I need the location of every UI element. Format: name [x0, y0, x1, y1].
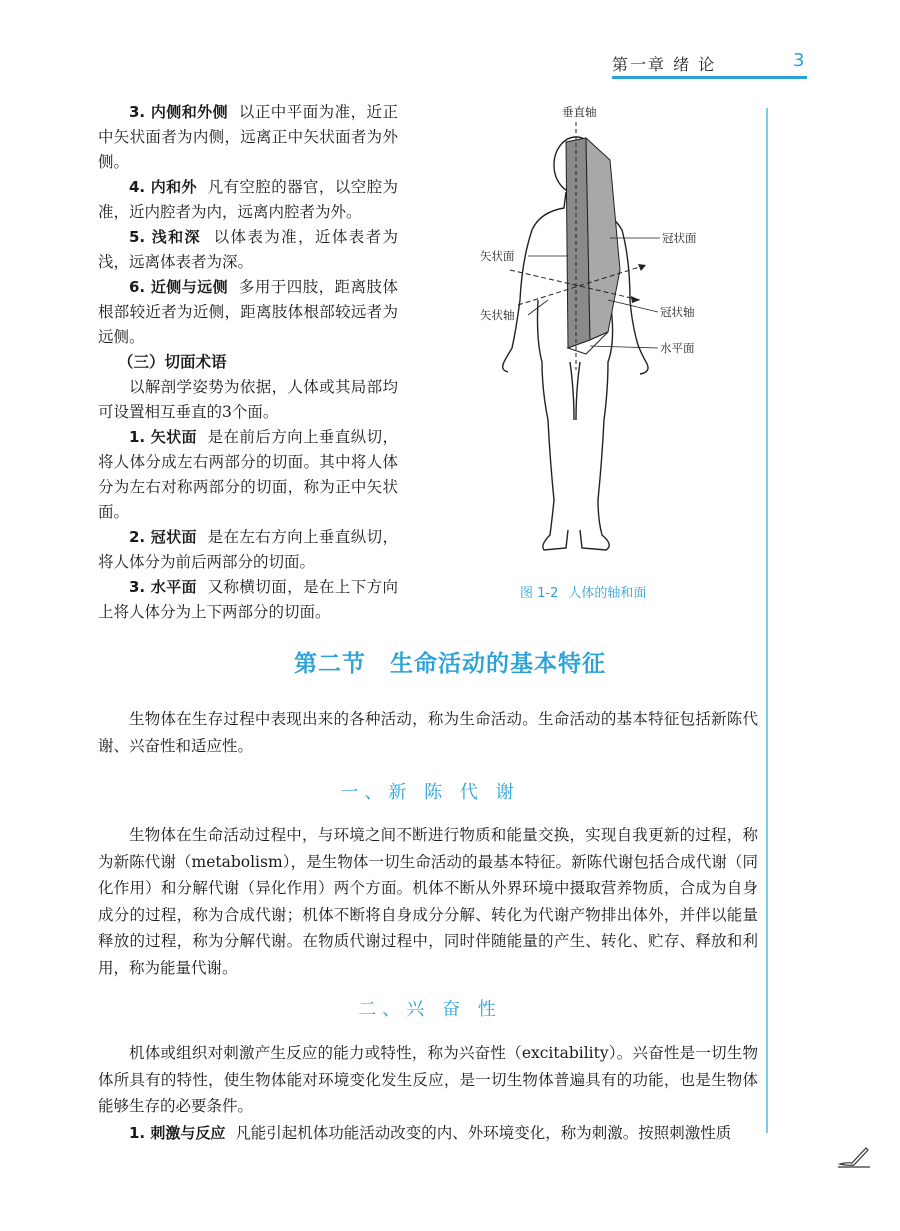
term: 1. 矢状面 [129, 428, 197, 446]
definition: 是在前后方向上垂直纵切，将人体分成左右两部分的切面。其中将人体分为左右对称两部分的切面，称为正中矢状面。 [98, 428, 398, 521]
term: 5. 浅和深 [129, 228, 201, 246]
page-number: 3 [793, 50, 805, 71]
pencil-icon [836, 1140, 872, 1174]
label-sagittal-axis: 矢状轴 [480, 308, 515, 322]
left-column [98, 100, 398, 625]
running-header: 第一章 绪 论 [612, 55, 717, 74]
paragraph-coronal [98, 525, 398, 575]
label-coronal-plane: 冠状面 [662, 231, 697, 245]
subsection-intro: 以解剖学姿势为依据，人体或其局部均可设置相互垂直的3个面。 [98, 378, 398, 421]
paragraph-superficial-deep [98, 225, 398, 275]
definition: 凡能引起机体功能活动改变的内、外环境变化，称为刺激。按照刺激性质 [235, 1123, 732, 1142]
label-coronal-axis: 冠状轴 [660, 305, 695, 319]
definition: 是在左右方向上垂直纵切，将人体分为前后两部分的切面。 [98, 528, 398, 571]
term: 3. 水平面 [129, 578, 197, 596]
label-horizontal-plane: 水平面 [660, 341, 695, 355]
body-axes-illustration [470, 100, 720, 580]
label-vertical-axis: 垂直轴 [562, 105, 597, 119]
definition: 又称横切面，是在上下方向上将人体分为上下两部分的切面。 [98, 578, 398, 621]
paragraph-inner-outer [98, 175, 398, 225]
figure-title: 人体的轴和面 [568, 586, 647, 601]
definition: 以正中平面为准，近正中矢状面者为内侧，远离正中矢状面者为外侧。 [98, 103, 399, 171]
paragraph-stimulus-response [98, 1120, 758, 1147]
header-rule [612, 76, 807, 79]
metabolism-paragraph: 生物体在生命活动过程中，与环境之间不断进行物质和能量交换，实现自我更新的过程，称为新陈代谢（metabolism），是生物体一切生命活动的最基本特征。新陈代谢包括合成代谢（同化作用）和分解代谢（异化作用）两个方面。机体不断从外界环境中摄取营养物质，合成为自身成分的过程，称为合成代谢；机体不断将自身成分分解、转化为代谢产物排出体外，并伴以能量释放的过程，称为分解代谢。在物质代谢过程中，同时伴随能量的产生、转化、贮存、释放和利用，称为能量代谢。 [98, 826, 758, 977]
definition: 多用于四肢，距离肢体根部较近者为近侧，距离肢体根部较远者为远侧。 [98, 278, 399, 346]
excitability-block [98, 1040, 758, 1146]
subsection-heading: （三）切面术语 [118, 353, 227, 371]
paragraph-horizontal [98, 575, 398, 625]
paragraph-medial-lateral [98, 100, 398, 175]
excitability-paragraph: 机体或组织对刺激产生反应的能力或特性，称为兴奋性（excitability）。兴奋性是一切生物体所具有的特性，使生物体能对环境变化发生反应，是一切生物体普遍具有的功能，也是生物体能够生存的必要条件。 [98, 1044, 758, 1115]
label-sagittal-plane: 矢状面 [480, 249, 515, 263]
axis-arrowhead [631, 296, 640, 303]
metabolism-block [98, 822, 758, 981]
term: 3. 内侧和外侧 [129, 103, 229, 121]
term: 2. 冠状面 [129, 528, 197, 546]
coronal-plane-shape [586, 138, 620, 340]
excitability-heading: 二、兴 奋 性 [358, 999, 502, 1020]
figure-number: 图 1-2 [520, 586, 559, 601]
paragraph-sagittal [98, 425, 398, 525]
section-intro: 生物体在生存过程中表现出来的各种活动，称为生命活动。生命活动的基本特征包括新陈代谢、兴奋性和适应性。 [98, 710, 758, 755]
term: 4. 内和外 [129, 178, 197, 196]
axis-arrowhead [638, 264, 646, 271]
figure-caption [520, 582, 646, 601]
metabolism-heading: 一、新 陈 代 谢 [340, 782, 520, 803]
term: 6. 近侧与远侧 [129, 278, 229, 296]
definition: 以体表为准，近体表者为浅，远离体表者为深。 [98, 228, 398, 271]
term: 1. 刺激与反应 [129, 1123, 226, 1142]
paragraph-proximal-distal [98, 275, 398, 350]
anatomy-figure [470, 100, 720, 580]
margin-rule [766, 108, 768, 1133]
section-intro-block [98, 706, 758, 759]
section-number: 第二节 [294, 651, 366, 677]
section-title: 生命活动的基本特征 [390, 651, 606, 677]
definition: 凡有空腔的器官，以空腔为准，近内腔者为内，远离内腔者为外。 [98, 178, 398, 221]
section-heading [0, 645, 900, 678]
